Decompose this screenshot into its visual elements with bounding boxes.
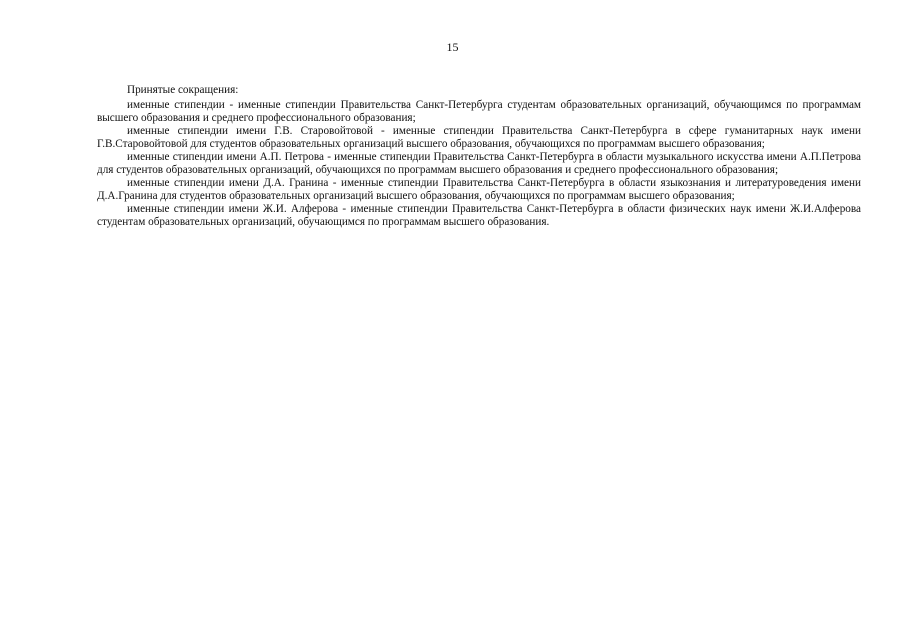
abbreviations-section (97, 84, 861, 229)
definition-granin-scholarships: именные стипендии имени Д.А. Гранина - именные стипендии Правительства Санкт-Петербурга в области языкознания и литературоведения имени Д.А.Гранина для студентов образовательных организаций высшего образования, обучающихся по программам высшего образования; (97, 177, 861, 202)
page-number: 15 (446, 40, 459, 54)
definition-alferov-scholarships: именные стипендии имени Ж.И. Алферова - именные стипендии Правительства Санкт-Петербурга в области физических наук имени Ж.И.Алферова студентам образовательных организаций, обучающимся по программам высшего образования. (97, 203, 861, 228)
definition-named-scholarships: именные стипендии - именные стипендии Правительства Санкт-Петербурга студентам образовательных организаций, обучающимся по программам высшего образования и среднего профессионального образования; (97, 99, 861, 124)
abbreviations-heading: Принятые сокращения: (127, 84, 239, 96)
definition-petrov-scholarships: именные стипендии имени А.П. Петрова - именные стипендии Правительства Санкт-Петербурга в области музыкального искусства имени А.П.Петрова для студентов образовательных организаций, обучающихся по программам высшего образования и среднего профессионального образования; (97, 151, 861, 176)
definition-starovoitova-scholarships: именные стипендии имени Г.В. Старовойтовой - именные стипендии Правительства Санкт-Петербурга в сфере гуманитарных наук имени Г.В.Старовойтовой для студентов образовательных организаций высшего образования, обучающихся по программам высшего образования; (97, 125, 861, 150)
